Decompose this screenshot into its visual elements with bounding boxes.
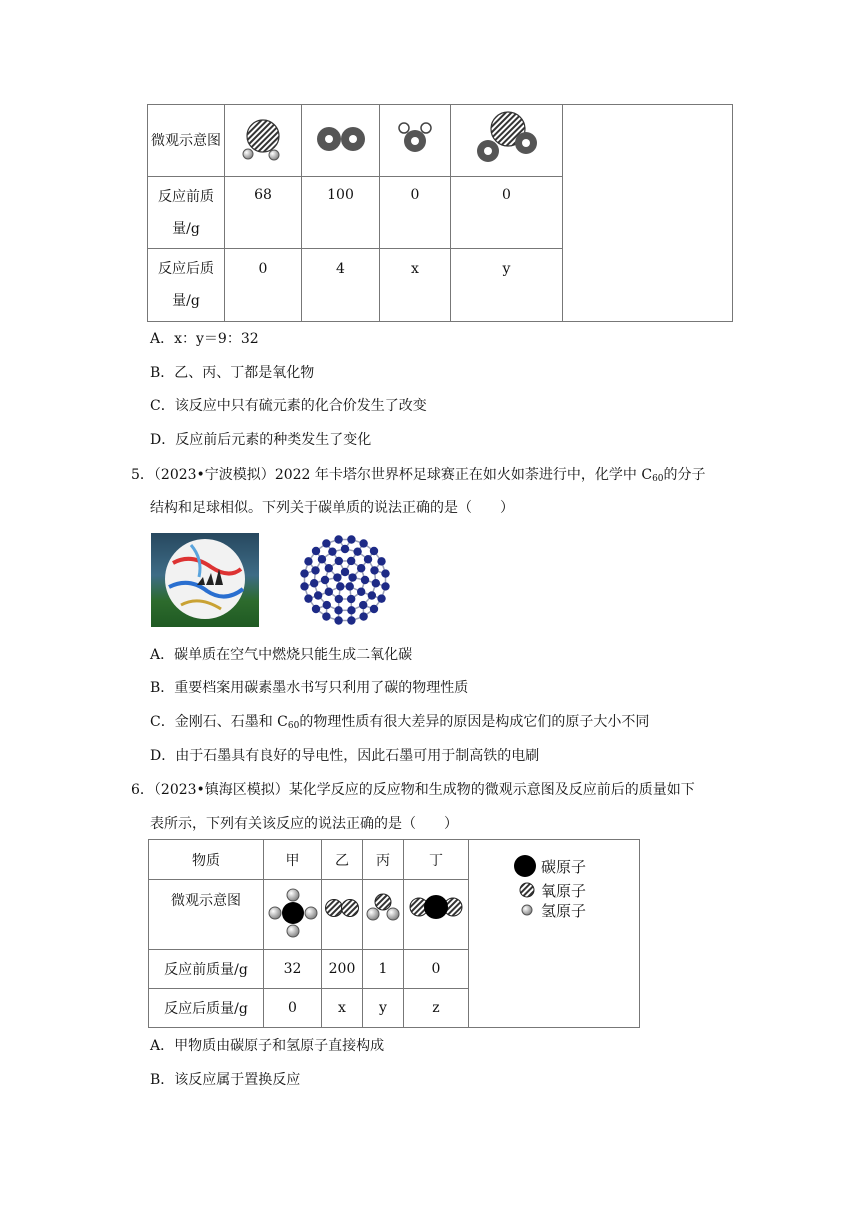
carbon-atom-icon <box>513 854 537 878</box>
carbon-atom <box>347 557 355 565</box>
football-image <box>151 533 259 627</box>
row-label-after: 反应后质量/g <box>149 989 264 1028</box>
carbon-atom <box>304 557 312 565</box>
cell-before: 32 <box>264 950 322 989</box>
carbon-atom <box>359 612 367 620</box>
row-label-diagram: 微观示意图 <box>148 105 225 177</box>
carbon-atom <box>381 582 389 590</box>
molecule-h2o-icon <box>380 105 451 177</box>
c60-subscript: 60 <box>287 721 300 731</box>
q6-number: 6． <box>131 782 154 798</box>
carbon-atom <box>368 591 376 599</box>
carbon-atom <box>370 547 378 555</box>
carbon-atom <box>300 569 308 577</box>
carbon-atom <box>300 582 308 590</box>
cell-after: x <box>380 249 451 322</box>
q5-option-c <box>150 712 649 736</box>
cell-after: 4 <box>302 249 380 322</box>
carbon-atom <box>333 573 341 581</box>
carbon-atom <box>348 573 356 581</box>
carbon-atom <box>312 547 320 555</box>
carbon-atom <box>321 576 329 584</box>
reaction-table-2 <box>148 839 640 1028</box>
q6-stem-line2: 表所示，下列有关该反应的说法正确的是（ ） <box>150 816 458 832</box>
cell-before: 100 <box>302 177 380 249</box>
legend-oxygen-label: 氧原子 <box>541 882 587 900</box>
carbon-atom <box>334 535 342 543</box>
carbon-atom <box>347 535 355 543</box>
carbon-atom <box>335 557 343 565</box>
cell-before: 0 <box>380 177 451 249</box>
q4-option-b: B．乙、丙、丁都是氧化物 <box>150 365 315 381</box>
carbon-atom <box>359 539 367 547</box>
q6-stem-line1 <box>131 780 695 800</box>
carbon-atom <box>377 557 385 565</box>
row-label-before: 反应前质量/g <box>149 950 264 989</box>
q6-source: （2023•镇海区模拟） <box>153 782 289 798</box>
molecule-h2o-icon <box>363 880 404 950</box>
q5-option-b: B．重要档案用碳素墨水书写只利用了碳的物理性质 <box>150 680 469 696</box>
q6-option-a: A．甲物质由碳原子和氢原子直接构成 <box>150 1038 385 1054</box>
carbon-atom <box>359 601 367 609</box>
carbon-atom <box>364 555 372 563</box>
q4-option-c: C．该反应中只有硫元素的化合价发生了改变 <box>150 398 427 414</box>
carbon-atom <box>310 579 318 587</box>
cell-before: 1 <box>363 950 404 989</box>
q5-text: 2022 年卡塔尔世界杯足球赛正在如火如荼进行中，化学中 C <box>274 467 653 483</box>
row-label-diagram: 微观示意图 <box>149 880 264 950</box>
carbon-atom <box>311 566 319 574</box>
table-empty-cell <box>563 105 733 322</box>
cell-after: y <box>363 989 404 1028</box>
c60-molecule-image <box>297 533 393 627</box>
row-label-before: 反应前质量/g <box>148 177 225 249</box>
carbon-atom <box>372 579 380 587</box>
q5-option-c-text-end: 的物理性质有很大差异的原因是构成它们的原子大小不同 <box>299 714 650 730</box>
carbon-atom <box>335 595 343 603</box>
carbon-atom <box>377 594 385 602</box>
header-cell: 物质 <box>149 840 264 880</box>
molecule-so2-icon <box>451 105 563 177</box>
hydrogen-atom-icon <box>521 904 533 916</box>
molecule-co2-icon <box>404 880 469 950</box>
reaction-table-1 <box>147 104 733 322</box>
carbon-atom <box>341 545 349 553</box>
cell-after: z <box>404 989 469 1028</box>
carbon-atom <box>346 582 354 590</box>
q5-option-d: D．由于石墨具有良好的导电性，因此石墨可用于制高铁的电刷 <box>150 748 540 764</box>
molecule-o2-icon <box>302 105 380 177</box>
cell-after: 0 <box>264 989 322 1028</box>
carbon-atom <box>336 582 344 590</box>
header-cell: 甲 <box>264 840 322 880</box>
carbon-atom <box>304 594 312 602</box>
carbon-atom <box>312 605 320 613</box>
carbon-atom <box>314 591 322 599</box>
q5-source: （2023•宁波模拟） <box>153 467 275 483</box>
carbon-atom <box>357 564 365 572</box>
q4-option-d: D．反应前后元素的种类发生了变化 <box>150 432 372 448</box>
carbon-atom <box>347 595 355 603</box>
carbon-atom <box>370 605 378 613</box>
carbon-atom <box>381 569 389 577</box>
q6-option-b: B．该反应属于置换反应 <box>150 1072 301 1088</box>
carbon-atom <box>357 588 365 596</box>
cell-after: x <box>322 989 363 1028</box>
carbon-atom <box>334 616 342 624</box>
q5-number: 5． <box>131 467 154 483</box>
cell-after: y <box>451 249 563 322</box>
header-cell: 乙 <box>322 840 363 880</box>
cell-before: 0 <box>451 177 563 249</box>
molecule-h2s-icon <box>225 105 302 177</box>
molecule-o2-icon <box>322 880 363 950</box>
q5-option-a: A．碳单质在空气中燃烧只能生成二氧化碳 <box>150 647 413 663</box>
molecule-ch4-icon <box>264 880 322 950</box>
cell-before: 200 <box>322 950 363 989</box>
carbon-atom <box>328 547 336 555</box>
q5-stem-line1 <box>131 465 706 489</box>
header-cell: 丁 <box>404 840 469 880</box>
q5-text-end: 的分子 <box>663 467 706 483</box>
carbon-atom <box>325 588 333 596</box>
carbon-atom <box>361 576 369 584</box>
cell-before: 0 <box>404 950 469 989</box>
carbon-atom <box>322 539 330 547</box>
carbon-atom <box>347 616 355 624</box>
carbon-atom <box>370 566 378 574</box>
header-cell: 丙 <box>363 840 404 880</box>
oxygen-atom-icon <box>519 882 535 898</box>
carbon-atom <box>347 606 355 614</box>
carbon-atom <box>322 612 330 620</box>
q5-stem-line2: 结构和足球相似。下列关于碳单质的说法正确的是（ ） <box>150 500 514 516</box>
carbon-atom <box>325 564 333 572</box>
q4-option-a: A．x：y＝9：32 <box>150 331 259 347</box>
cell-after: 0 <box>225 249 302 322</box>
cell-before: 68 <box>225 177 302 249</box>
q6-text: 某化学反应的反应物和生成物的微观示意图及反应前后的质量如下 <box>288 782 695 798</box>
q5-option-c-text: C．金刚石、石墨和 C <box>150 714 288 730</box>
carbon-atom <box>318 555 326 563</box>
carbon-atom <box>353 547 361 555</box>
row-label-after: 反应后质量/g <box>148 249 225 322</box>
atom-legend <box>469 840 640 1028</box>
carbon-atom <box>341 568 349 576</box>
legend-carbon-label: 碳原子 <box>541 858 587 876</box>
c60-subscript: 60 <box>652 474 664 484</box>
legend-hydrogen-label: 氢原子 <box>541 902 587 920</box>
carbon-atom <box>334 606 342 614</box>
carbon-atom <box>323 601 331 609</box>
